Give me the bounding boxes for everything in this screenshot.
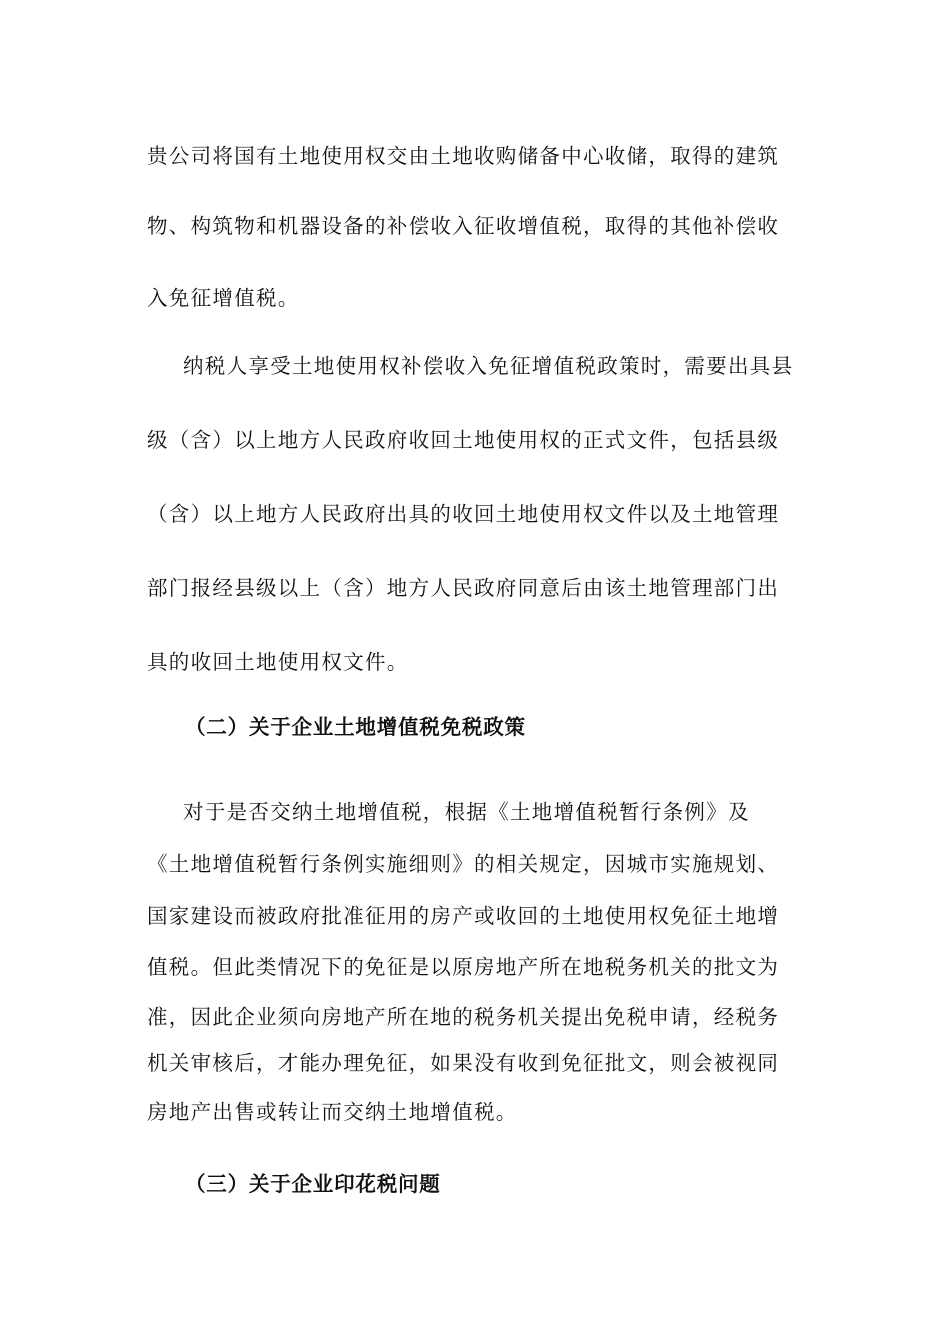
paragraph-1-line-3: 入免征增值税。 xyxy=(147,286,300,310)
paragraph-3-line-4: 值税。但此类情况下的免征是以原房地产所在地税务机关的批文为 xyxy=(147,955,780,979)
paragraph-2-line-1: 纳税人享受土地使用权补偿收入免征增值税政策时，需要出具县 xyxy=(183,354,794,378)
paragraph-3-line-7: 房地产出售或转让而交纳土地增值税。 xyxy=(147,1100,518,1124)
section-heading-2: （二）关于企业土地增值税免税政策 xyxy=(185,715,526,739)
paragraph-3-line-2: 《土地增值税暂行条例实施细则》的相关规定，因城市实施规划、 xyxy=(147,852,780,876)
paragraph-2-line-2: 级（含）以上地方人民政府收回土地使用权的正式文件，包括县级 xyxy=(147,428,780,452)
paragraph-3-line-1: 对于是否交纳土地增值税，根据《土地增值税暂行条例》及 xyxy=(183,800,750,824)
paragraph-3-line-3: 国家建设而被政府批准征用的房产或收回的土地使用权免征土地增 xyxy=(147,904,780,928)
paragraph-3-line-6: 机关审核后，才能办理免征，如果没有收到免征批文，则会被视同 xyxy=(147,1051,780,1075)
paragraph-1-line-1: 贵公司将国有土地使用权交由土地收购储备中心收储，取得的建筑 xyxy=(147,144,780,168)
paragraph-2-line-4: 部门报经县级以上（含）地方人民政府同意后由该土地管理部门出 xyxy=(147,576,780,600)
paragraph-2-line-3: （含）以上地方人民政府出具的收回土地使用权文件以及土地管理 xyxy=(147,502,780,526)
paragraph-1-line-2: 物、构筑物和机器设备的补偿收入征收增值税，取得的其他补偿收 xyxy=(147,214,780,238)
paragraph-3-line-5: 准，因此企业须向房地产所在地的税务机关提出免税申请，经税务 xyxy=(147,1005,780,1029)
paragraph-2-line-5: 具的收回土地使用权文件。 xyxy=(147,650,409,674)
section-heading-3: （三）关于企业印花税问题 xyxy=(185,1172,441,1196)
